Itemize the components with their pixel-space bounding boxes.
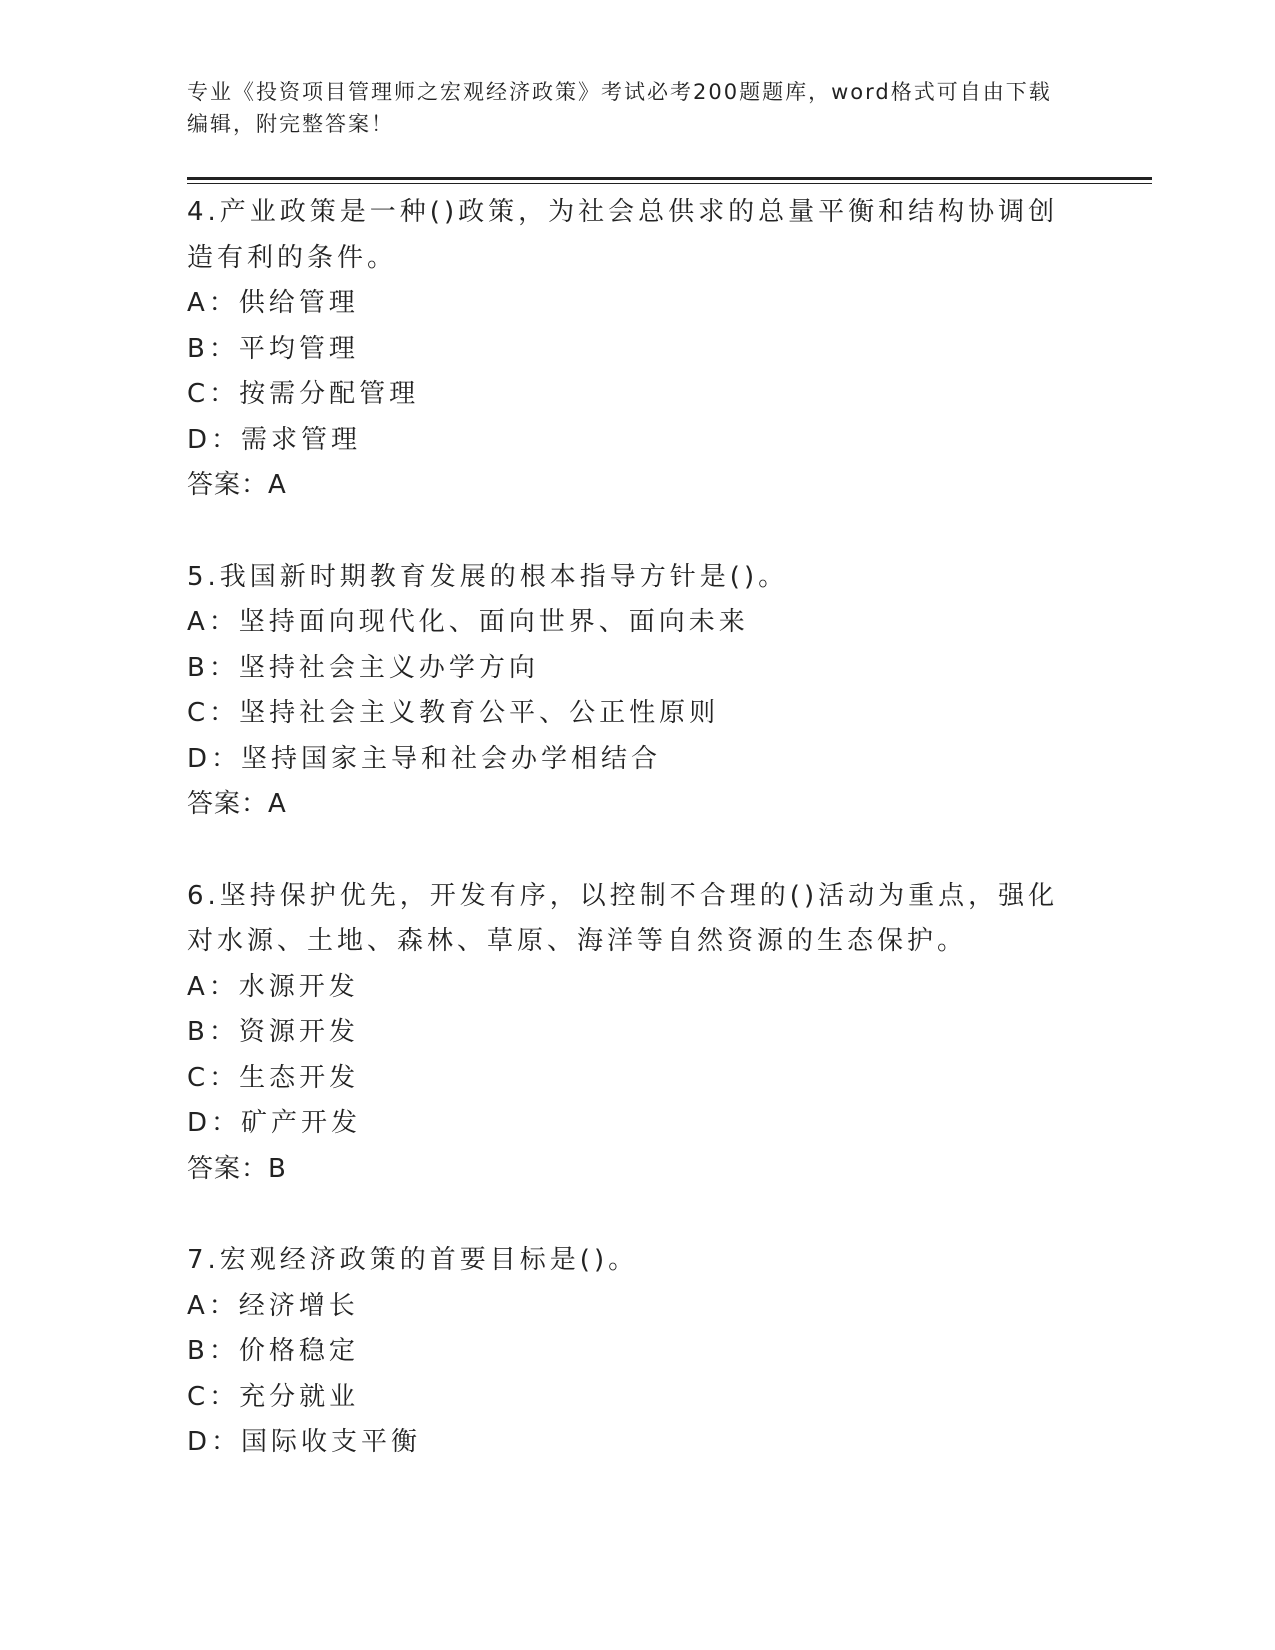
option-a: A：经济增长 — [187, 1290, 359, 1321]
answer-line: 答案：A — [187, 470, 287, 500]
option-c: C：按需分配管理 — [187, 379, 420, 409]
option-c: C：坚持社会主义教育公平、公正性原则 — [187, 698, 720, 728]
option-b: B：资源开发 — [187, 1017, 359, 1047]
option-b: B：平均管理 — [187, 333, 359, 364]
option-d: D：矿产开发 — [187, 1108, 362, 1138]
question-7 — [187, 1238, 1087, 1466]
answer-line: 答案：B — [187, 1153, 287, 1184]
option-a: A：供给管理 — [187, 288, 359, 318]
option-c: C：充分就业 — [187, 1381, 360, 1412]
option-b: B：价格稳定 — [187, 1336, 359, 1366]
option-b: B：坚持社会主义办学方向 — [187, 652, 539, 683]
question-stem — [187, 190, 1087, 281]
question-list — [187, 190, 1087, 1512]
question-stem — [187, 1238, 1087, 1284]
option-a: A：水源开发 — [187, 971, 359, 1002]
question-5 — [187, 555, 1087, 828]
answer-line: 答案：A — [187, 789, 287, 819]
header-rule-thick — [187, 177, 1152, 180]
option-d: D：国际收支平衡 — [187, 1427, 422, 1457]
question-stem-text: 6.坚持保护优先，开发有序，以控制不合理的()活动为重点，强化对水源、土地、森林、草原、海洋等自然资源的生态保护。 — [187, 880, 1059, 956]
option-d: D：需求管理 — [187, 424, 362, 455]
question-stem — [187, 874, 1087, 965]
option-a: A：坚持面向现代化、面向世界、面向未来 — [187, 607, 749, 637]
question-stem-text: 7.宏观经济政策的首要目标是()。 — [187, 1245, 639, 1275]
question-6 — [187, 874, 1087, 1193]
option-c: C：生态开发 — [187, 1062, 360, 1093]
question-stem — [187, 555, 1087, 601]
option-d: D：坚持国家主导和社会办学相结合 — [187, 743, 662, 774]
header-rule-thin — [187, 183, 1152, 184]
question-stem-text: 5.我国新时期教育发展的根本指导方针是()。 — [187, 561, 789, 592]
question-stem-text: 4.产业政策是一种()政策，为社会总供求的总量平衡和结构协调创造有利的条件。 — [187, 197, 1059, 273]
document-header: 专业《投资项目管理师之宏观经济政策》考试必考200题题库，word格式可自由下载编辑，附完整答案！ — [187, 80, 1052, 136]
question-4 — [187, 190, 1087, 509]
